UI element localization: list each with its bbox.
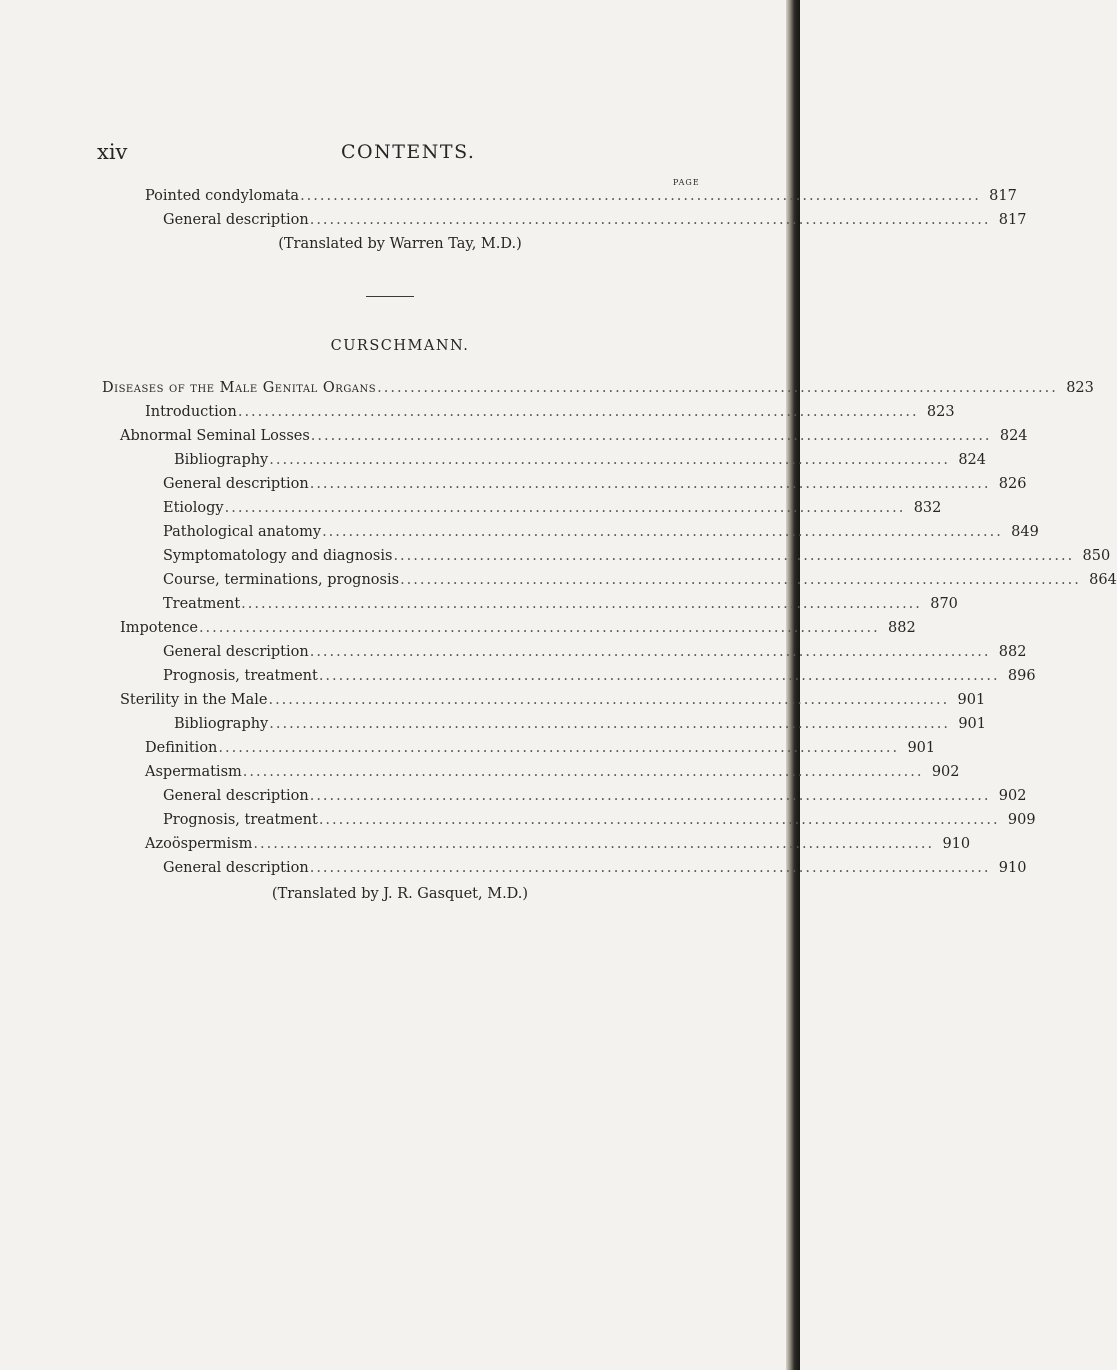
toc-entry: [120, 616, 916, 640]
toc-entry-title: General description: [163, 860, 309, 876]
toc-leader: .......................................................................................................: [241, 596, 922, 612]
toc-entry-title: Introduction: [145, 404, 237, 420]
toc-entry-page: 823: [1066, 380, 1094, 396]
toc-entry-title: General description: [163, 788, 309, 804]
toc-entry: [120, 688, 986, 712]
toc-leader: .......................................................................................................: [309, 644, 991, 660]
toc-entry-title: Symptomatology and diagnosis: [163, 548, 393, 564]
toc-entry: [163, 208, 1027, 232]
toc-entry: [163, 592, 958, 616]
toc-entry-title: Treatment: [163, 596, 241, 612]
toc-entry: [163, 568, 1117, 592]
toc-entry-title: General description: [163, 476, 309, 492]
toc-entry-title: Azoöspermism: [145, 836, 253, 852]
toc-entry-page: 901: [958, 716, 986, 732]
toc-entry: [163, 808, 1036, 832]
toc-entry: [145, 184, 1017, 208]
toc-leader: .......................................................................................................: [318, 812, 1000, 828]
toc-leader: .......................................................................................................: [300, 188, 981, 204]
toc-leader: .......................................................................................................: [322, 524, 1003, 540]
toc-entry-title: Prognosis, treatment: [163, 668, 318, 684]
toc-entry-title: Aspermatism: [145, 764, 242, 780]
toc-entry-page: 882: [998, 644, 1027, 660]
toc-leader: .......................................................................................................: [224, 500, 906, 516]
toc-entry-title: Impotence: [120, 620, 198, 636]
toc-leader: .......................................................................................................: [309, 212, 991, 228]
toc-entry-page: 882: [888, 620, 916, 636]
running-head: [97, 140, 697, 166]
toc-entry-title: Abnormal Seminal Losses: [120, 428, 310, 444]
toc-entry-title: Etiology: [163, 500, 224, 516]
toc-entry: [174, 712, 986, 736]
translator-credit: (Translated by Warren Tay, M.D.): [278, 236, 522, 252]
toc-leader: .......................................................................................................: [242, 764, 924, 780]
toc-entry-page: 849: [1011, 524, 1039, 540]
toc-entry-title: General description: [163, 644, 309, 660]
toc-leader: .......................................................................................................: [377, 380, 1058, 396]
toc-entry: [163, 520, 1039, 544]
toc-leader: .......................................................................................................: [318, 668, 1000, 684]
toc-entry-title: Course, terminations, prognosis: [163, 572, 400, 588]
toc-leader: .......................................................................................................: [269, 716, 950, 732]
section-author: CURSCHMANN.: [330, 338, 470, 354]
toc-entry-title: Definition: [145, 740, 218, 756]
toc-entry-title: Bibliography: [174, 716, 269, 732]
toc-entry-page: 896: [1007, 668, 1036, 684]
toc-entry-page: 823: [926, 404, 955, 420]
toc-entry: [120, 424, 1028, 448]
toc-leader: .......................................................................................................: [310, 428, 992, 444]
toc-entry-title: Prognosis, treatment: [163, 812, 318, 828]
toc-entry: [174, 448, 986, 472]
toc-leader: .......................................................................................................: [400, 572, 1081, 588]
toc-entry-page: 902: [931, 764, 960, 780]
toc-entry-page: 909: [1007, 812, 1036, 828]
toc-entry-title: Sterility in the Male: [120, 692, 268, 708]
toc-entry: [163, 856, 1027, 880]
toc-entry-title: Diseases of the Male Genital Organs: [102, 380, 377, 396]
toc-entry-page: 910: [942, 836, 971, 852]
toc-leader: .......................................................................................................: [309, 788, 991, 804]
page-column-label: PAGE: [673, 178, 700, 187]
toc-leader: .......................................................................................................: [309, 476, 991, 492]
toc-entry: [145, 400, 955, 424]
toc-entry-title: General description: [163, 212, 309, 228]
toc-leader: .......................................................................................................: [393, 548, 1075, 564]
toc-leader: .......................................................................................................: [198, 620, 880, 636]
toc-entry: [145, 760, 960, 784]
toc-entry: [163, 544, 1111, 568]
toc-entry-page: 817: [998, 212, 1027, 228]
toc-entry: [163, 784, 1027, 808]
toc-entry-title: Pathological anatomy: [163, 524, 322, 540]
toc-leader: .......................................................................................................: [269, 452, 950, 468]
page-title: CONTENTS.: [341, 141, 476, 163]
toc-entry: [163, 496, 942, 520]
toc-leader: .......................................................................................................: [268, 692, 950, 708]
toc-entry: [145, 832, 971, 856]
toc-entry-page: 870: [930, 596, 958, 612]
toc-entry-page: 910: [998, 860, 1027, 876]
toc-entry: [145, 736, 936, 760]
translator-credit: (Translated by J. R. Gasquet, M.D.): [271, 886, 529, 902]
toc-entry-title: Bibliography: [174, 452, 269, 468]
toc-entry-page: 824: [958, 452, 986, 468]
toc-entry-page: 864: [1089, 572, 1117, 588]
toc-entry-page: 832: [913, 500, 942, 516]
toc-entry: [163, 640, 1027, 664]
toc-leader: .......................................................................................................: [218, 740, 900, 756]
toc-entry-page: 902: [998, 788, 1027, 804]
toc-leader: .......................................................................................................: [309, 860, 991, 876]
toc-entry: [163, 664, 1036, 688]
toc-entry-page: 824: [999, 428, 1028, 444]
toc-entry: [163, 472, 1027, 496]
page-number: xiv: [97, 140, 128, 164]
section-divider: [366, 296, 414, 297]
toc-leader: .......................................................................................................: [253, 836, 935, 852]
toc-entry-page: 850: [1082, 548, 1111, 564]
toc-entry-page: 901: [957, 692, 986, 708]
toc-leader: .......................................................................................................: [237, 404, 919, 420]
toc-entry-page: 826: [998, 476, 1027, 492]
toc-entry-page: 901: [907, 740, 936, 756]
toc-entry: [102, 376, 1094, 400]
toc-entry-title: Pointed condylomata: [145, 188, 300, 204]
toc-entry-page: 817: [989, 188, 1017, 204]
